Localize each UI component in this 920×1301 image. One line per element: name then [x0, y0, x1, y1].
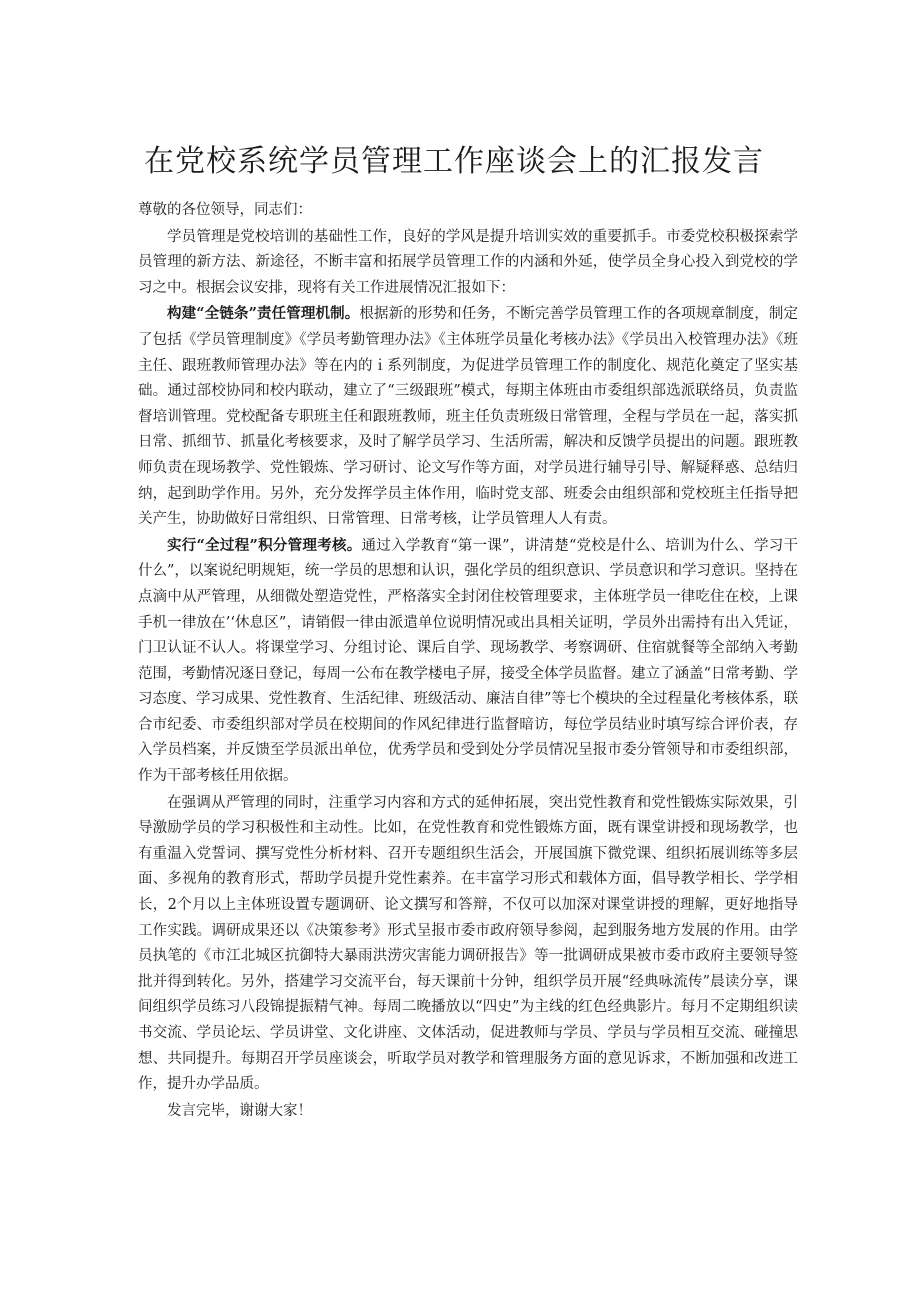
document-title: 在党校系统学员管理工作座谈会上的汇报发言: [144, 144, 764, 179]
paragraph-points-assessment: [138, 533, 798, 790]
paragraph-text: 学员管理是党校培训的基础性工作，良好的学风是提升培训实效的重要抓手。市委党校积极探索学员管理的新方法、新途径，不断丰富和拓展学员管理工作的内涵和外延，使学员全身心投入到党校的学习之中。根据会议安排，现将有关工作进展情况汇报如下：: [138, 228, 798, 296]
paragraph-text: 在强调从严管理的同时，注重学习内容和方式的延伸拓展，突出党性教育和党性锻炼实际效果，引导激励学员的学习积极性和主动性。比如，在党性教育和党性锻炼方面，既有课堂讲授和现场教学，也有重温入党誓词、撰写党性分析材料、召开专题组织生活会，开展国旗下微党课、组织拓展训练等多层面、多视角的教育形式，帮助学员提升党性素养。在丰富学习形式和载体方面，倡导教学相长、学学相长，2个月以上主体班设置专题调研、论文撰写和答辩，不仅可以加深对课堂讲授的理解，更好地指导工作实践。调研成果还以《决策参考》形式呈报市委市政府领导参阅，起到服务地方发展的作用。由学员执笔的《市江北城区抗御特大暴雨洪涝灾害能力调研报告》等一批调研成果被市委市政府主要领导签批并得到转化。另外，搭建学习交流平台，每天课前十分钟，组织学员开展“经典咏流传”晨读分享，课间组织学员练习八段锦提振精气神。每周二晚播放以“四史”为主线的红色经典影片。每月不定期组织读书交流、学员论坛、学员讲堂、文化讲座、文体活动，促进教师与学员、学员与学员相互交流、碰撞思想、共同提升。每期召开学员座谈会，听取学员对教学和管理服务方面的意见诉求，不断加强和改进工作，提升办学品质。: [138, 794, 798, 1093]
paragraph-responsibility-mechanism: [138, 301, 798, 532]
paragraph-lead: 构建“全链条”责任管理机制。: [167, 305, 360, 323]
paragraph-learning-extension: [138, 790, 798, 1098]
paragraph-text: 发言完毕，谢谢大家！: [167, 1102, 312, 1119]
document-page: [138, 140, 798, 1124]
salutation: 尊敬的各位领导，同志们：: [138, 202, 312, 218]
paragraph-closing: [138, 1098, 798, 1125]
paragraph-text: 根据新的形势和任务，不断完善学员管理工作的各项规章制度，制定了包括《学员管理制度》《学员考勤管理办法》《主体班学员量化考核办法》《学员出入校管理办法》《班主任、跟班教师管理办法》等在内的ｉ系列制度，为促进学员管理工作的制度化、规范化奠定了坚实基础。通过部校协同和校内联动，建立了“三级跟班”模式，每期主体班由市委组织部选派联络员，负责监督培训管理。党校配备专职班主任和跟班教师，班主任负责班级日常管理，全程与学员在一起，落实抓日常、抓细节、抓量化考核要求，及时了解学员学习、生活所需，解决和反馈学员提出的问题。跟班教师负责在现场教学、党性锻炼、学习研讨、论文写作等方面，对学员进行辅导引导、解疑释惑、总结归纳，起到助学作用。另外，充分发挥学员主体作用，临时党支部、班委会由组织部和党校班主任指导把关产生，协助做好日常组织、日常管理、日常考核，让学员管理人人有责。: [138, 306, 799, 528]
paragraph-intro: [138, 224, 798, 302]
paragraph-lead: 实行“全过程”积分管理考核。: [167, 536, 362, 554]
paragraph-text: 通过入学教育“第一课”，讲清楚“党校是什么、培训为什么、学习干什么”，以案说纪明规矩，统一学员的思想和认识，强化学员的组织意识、学员意识和学习意识。坚持在点滴中从严管理，从细微处塑造党性，严格落实全封闭住校管理要求，主体班学员一律吃住在校，上课手机一律放在’‘休息区”，请销假一律由派遣单位说明情况或出具相关证明，学员外出需持有出入凭证，门卫认证不认人。将课堂学习、分组讨论、课后自学、现场教学、考察调研、住宿就餐等全部纳入考勤范围，考勤情况逐日登记，每周一公布在教学楼电子屏，接受全体学员监督。建立了涵盖“日常考勤、学习态度、学习成果、党性教育、生活纪律、班级活动、廉洁自律”等七个模块的全过程量化考核体系，联合市纪委、市委组织部对学员在校期间的作风纪律进行监督暗访，每位学员结业时填写综合评价表，存入学员档案，并反馈至学员派出单位，优秀学员和受到处分学员情况呈报市委分管领导和市委组织部，作为干部考核任用依据。: [138, 537, 798, 785]
